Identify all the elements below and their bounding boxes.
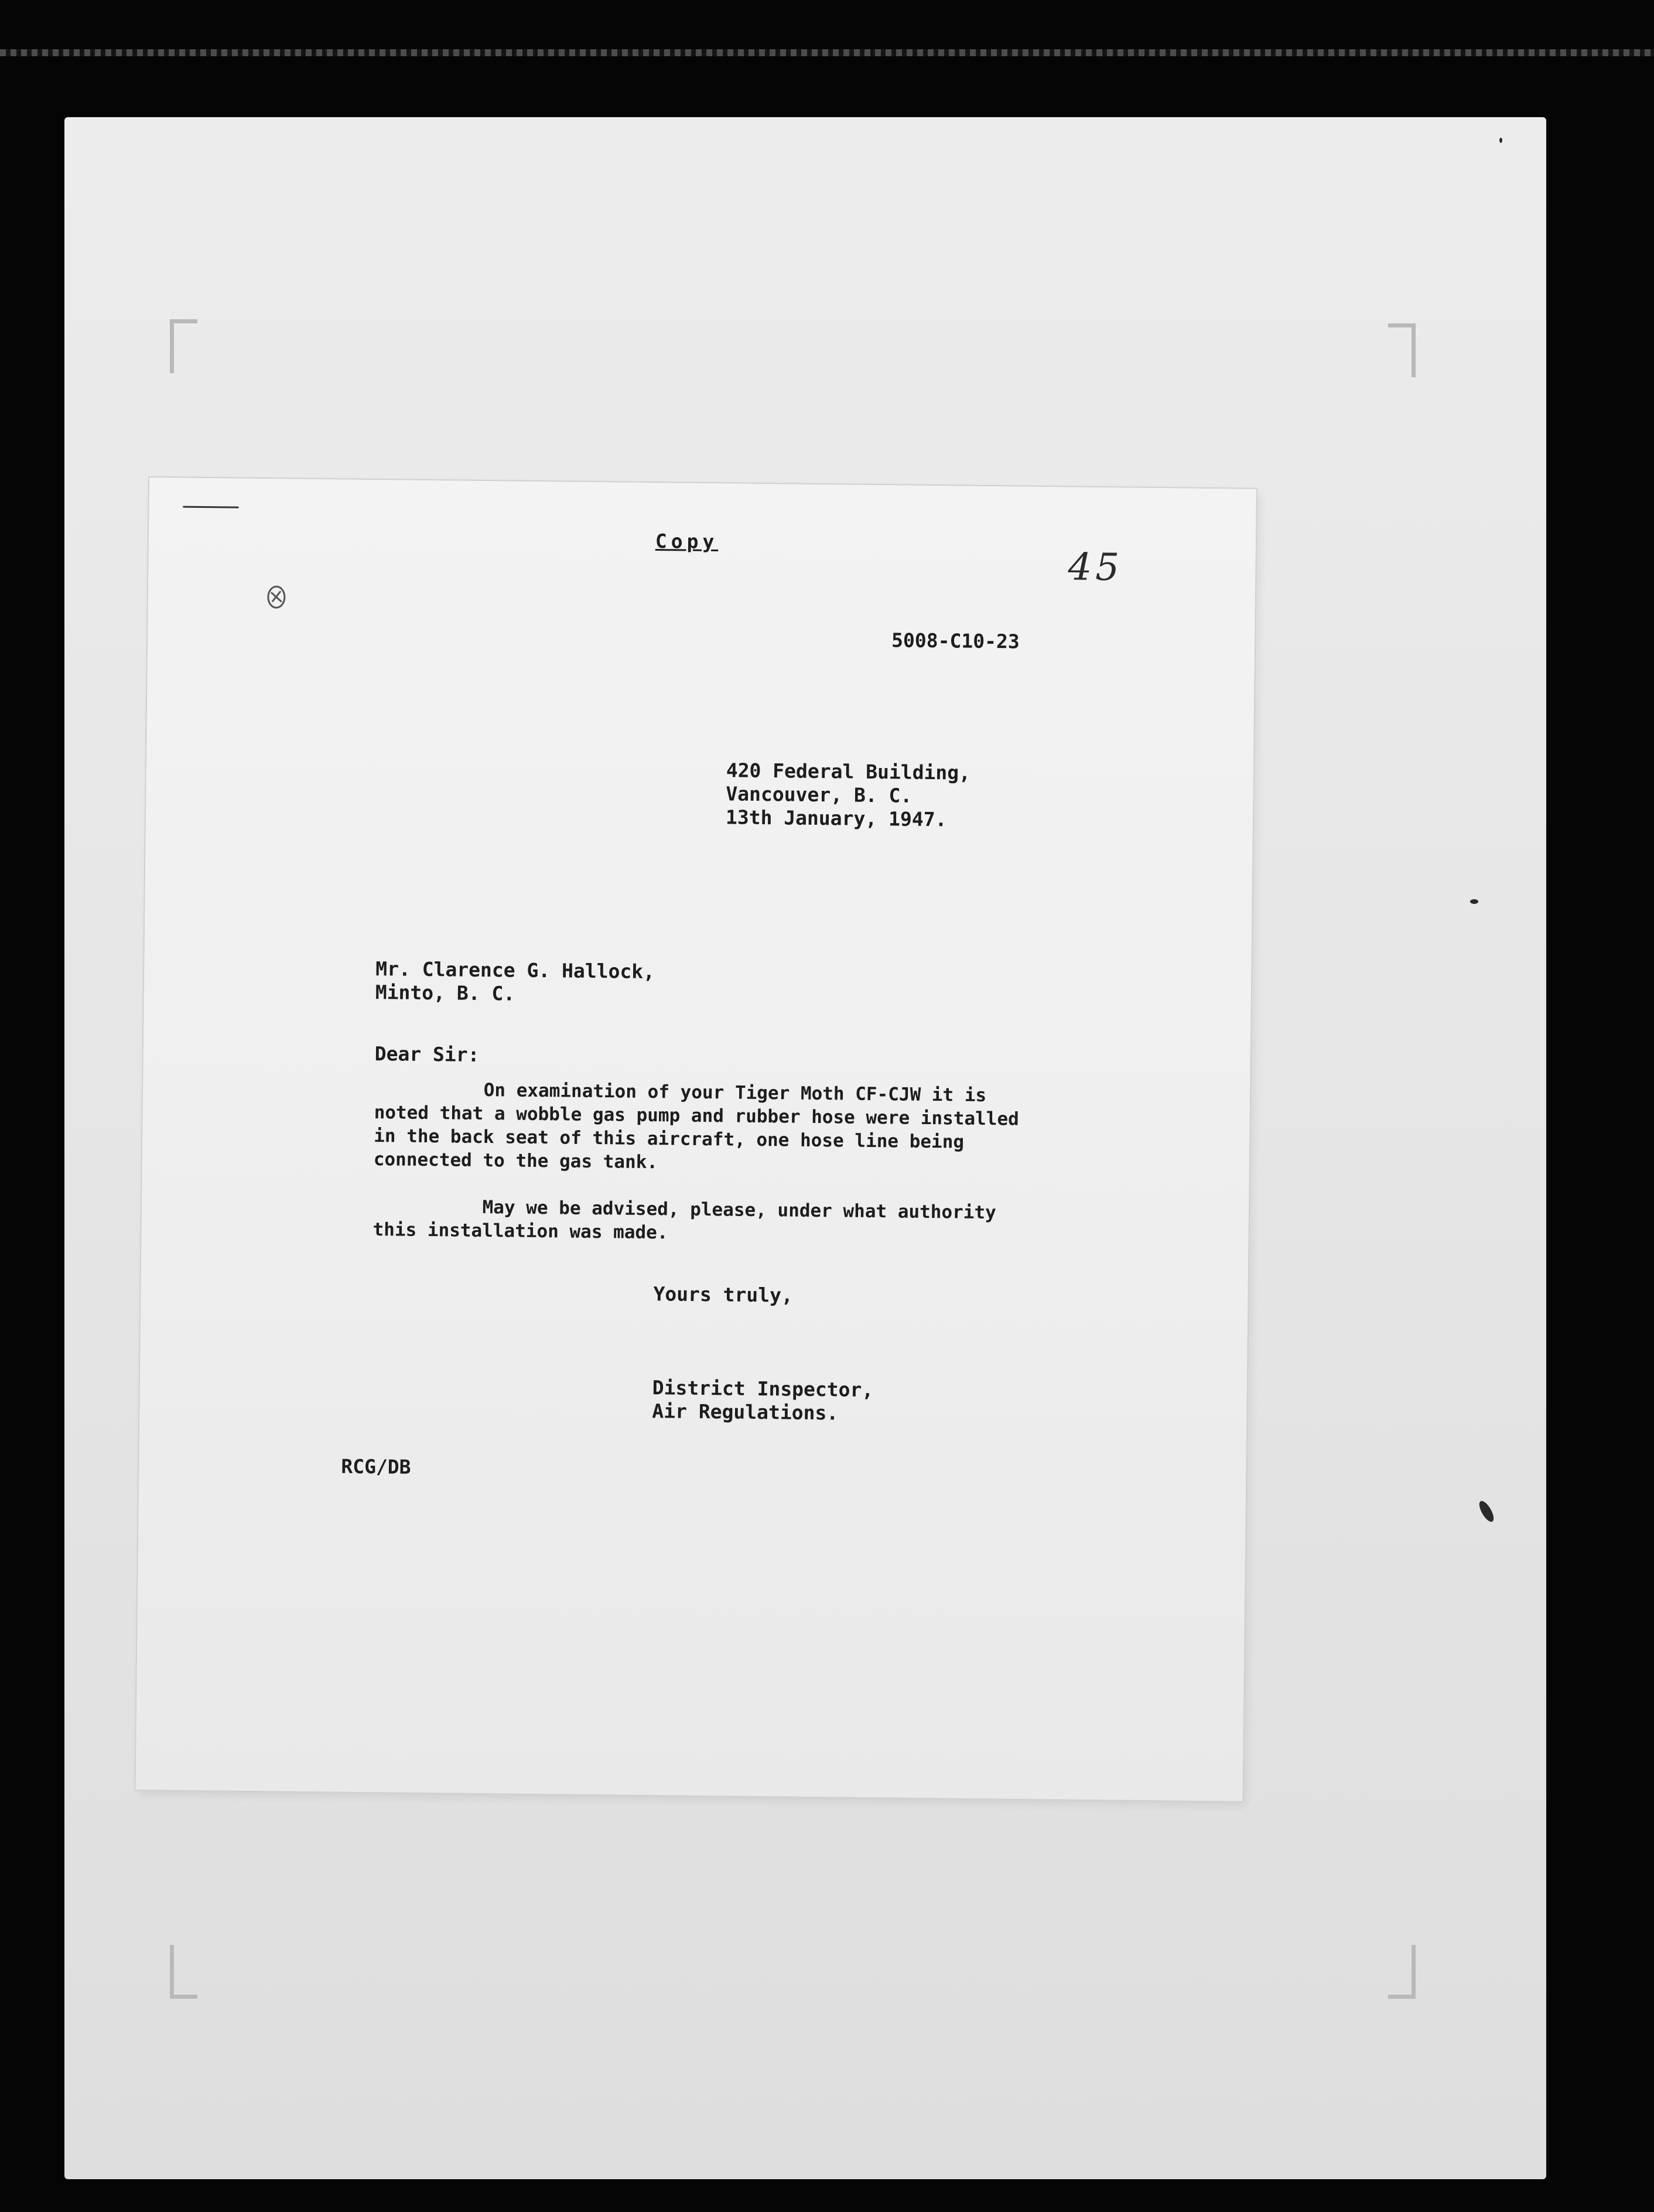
paragraph-line: this installation was made.	[373, 1219, 668, 1244]
recipient-address	[375, 957, 655, 1007]
stamp-mark-icon	[265, 584, 288, 610]
handwritten-page-number: 45	[1068, 545, 1123, 590]
paragraph-line: noted that a wobble gas pump and rubber hose were installed	[374, 1102, 1019, 1130]
paragraph-line: On examination of your Tiger Moth CF-CJW it is	[374, 1078, 987, 1107]
address-line: 420 Federal Building,	[726, 759, 971, 784]
paragraph-line: connected to the gas tank.	[373, 1149, 658, 1173]
film-edge	[0, 49, 1654, 56]
recipient-line: Minto, B. C.	[375, 981, 515, 1005]
reference-initials: RCG/DB	[341, 1455, 411, 1479]
address-line: 13th January, 1947.	[725, 805, 947, 831]
letter-page	[136, 477, 1256, 1801]
closing: Yours truly,	[653, 1282, 794, 1307]
paragraph-line: May we be advised, please, under what authority	[373, 1196, 996, 1224]
dash-mark	[183, 506, 238, 508]
body-paragraph	[373, 1194, 996, 1248]
file-number: 5008-C10-23	[891, 629, 1020, 653]
corner-mark-top-left	[170, 319, 197, 373]
recipient-line: Mr. Clarence G. Hallock,	[375, 957, 655, 984]
corner-mark-bottom-right	[1388, 1945, 1416, 1999]
speck-mark	[1499, 138, 1502, 143]
signature-line: Air Regulations.	[652, 1399, 839, 1425]
paragraph-line: in the back seat of this aircraft, one hose line being	[374, 1125, 965, 1153]
corner-mark-top-right	[1388, 323, 1416, 377]
sender-address	[726, 759, 970, 831]
signature-line: District Inspector,	[652, 1376, 874, 1402]
address-line: Vancouver, B. C.	[726, 782, 913, 807]
speck-mark	[1470, 899, 1478, 904]
salutation: Dear Sir:	[374, 1042, 480, 1066]
copy-heading: Copy	[655, 530, 719, 554]
signature-block	[652, 1376, 873, 1425]
body-paragraph	[374, 1077, 1020, 1178]
corner-mark-bottom-left	[170, 1945, 197, 1999]
